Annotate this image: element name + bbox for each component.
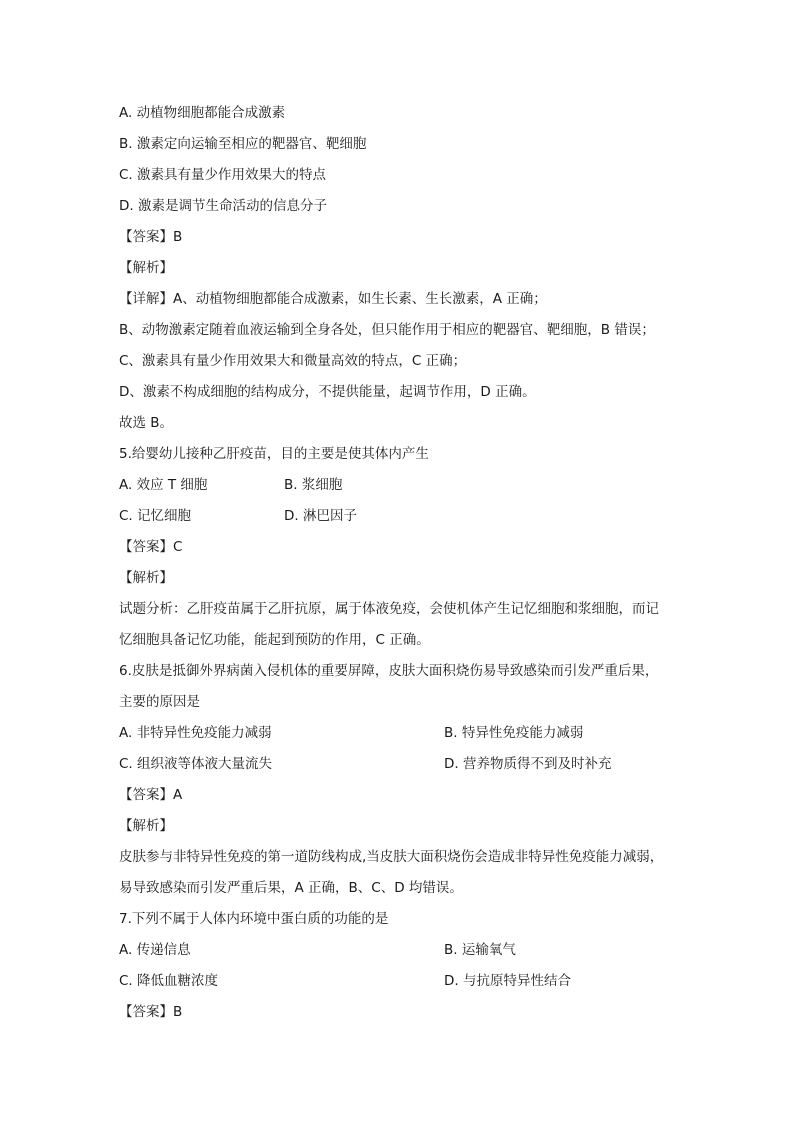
q4-option-d: D. 激素是调节生命活动的信息分子: [119, 198, 327, 214]
q6-option-d: D. 营养物质得不到及时补充: [444, 756, 612, 772]
q7-option-a: A. 传递信息: [119, 942, 191, 958]
q4-option-b: B. 激素定向运输至相应的靶器官、靶细胞: [119, 136, 367, 152]
q5-stem: 5.给婴幼儿接种乙肝疫苗，目的主要是使其体内产生: [119, 446, 429, 462]
q5-explanation-line: 试题分析：乙肝疫苗属于乙肝抗原，属于体液免疫，会使机体产生记忆细胞和浆细胞，而记: [119, 601, 659, 617]
q5-option-a: A. 效应 T 细胞: [119, 477, 208, 493]
q7-answer: 【答案】B: [119, 1004, 183, 1020]
q6-options-row-2: [119, 749, 679, 780]
q5-analysis-label: 【解析】: [119, 570, 173, 586]
q6-stem-line: 6.皮肤是抵御外界病菌入侵机体的重要屏障，皮肤大面积烧伤易导致感染而引发严重后果，: [119, 663, 659, 679]
q5-option-d: D. 淋巴因子: [284, 508, 357, 524]
q5-option-b: B. 浆细胞: [284, 477, 343, 493]
q5-answer: 【答案】C: [119, 539, 183, 555]
q4-explanation-line: D、激素不构成细胞的结构成分，不提供能量，起调节作用，D 正确。: [119, 384, 536, 400]
q6-option-c: C. 组织液等体液大量流失: [119, 756, 273, 772]
q5-options-row-1: [119, 470, 679, 501]
q5-explanation-line: 忆细胞具备记忆功能，能起到预防的作用，C 正确。: [119, 632, 430, 648]
q6-option-a: A. 非特异性免疫能力减弱: [119, 725, 272, 741]
q6-options-row-1: [119, 718, 679, 749]
q4-explanation-line: 【详解】A、动植物细胞都能合成激素，如生长素、生长激素，A 正确；: [119, 291, 547, 307]
q7-options-row-1: [119, 935, 679, 966]
q5-option-c: C. 记忆细胞: [119, 508, 192, 524]
q5-options-row-2: [119, 501, 679, 532]
q6-analysis-label: 【解析】: [119, 818, 173, 834]
q7-option-c: C. 降低血糖浓度: [119, 973, 219, 989]
q4-conclusion: 故选 B。: [119, 415, 174, 431]
q4-analysis-label: 【解析】: [119, 260, 173, 276]
q6-explanation-line: 易导致感染而引发严重后果，A 正确，B、C、D 均错误。: [119, 880, 463, 896]
q4-answer: 【答案】B: [119, 229, 183, 245]
q6-explanation-line: 皮肤参与非特异性免疫的第一道防线构成,当皮肤大面积烧伤会造成非特异性免疫能力减弱，: [119, 849, 664, 865]
q7-stem: 7.下列不属于人体内环境中蛋白质的功能的是: [119, 911, 389, 927]
document-page: [119, 98, 679, 1028]
q7-options-row-2: [119, 966, 679, 997]
q6-answer: 【答案】A: [119, 787, 183, 803]
q4-explanation-line: C、激素具有量少作用效果大和微量高效的特点，C 正确；: [119, 353, 467, 369]
q4-option-c: C. 激素具有量少作用效果大的特点: [119, 167, 327, 183]
q4-option-a: A. 动植物细胞都能合成激素: [119, 105, 286, 121]
q7-option-b: B. 运输氧气: [444, 942, 516, 958]
q7-option-d: D. 与抗原特异性结合: [444, 973, 571, 989]
q6-stem-line: 主要的原因是: [119, 694, 200, 710]
q4-explanation-line: B、动物激素定随着血液运输到全身各处，但只能作用于相应的靶器官、靶细胞，B 错误；: [119, 322, 655, 338]
q6-option-b: B. 特异性免疫能力减弱: [444, 725, 584, 741]
